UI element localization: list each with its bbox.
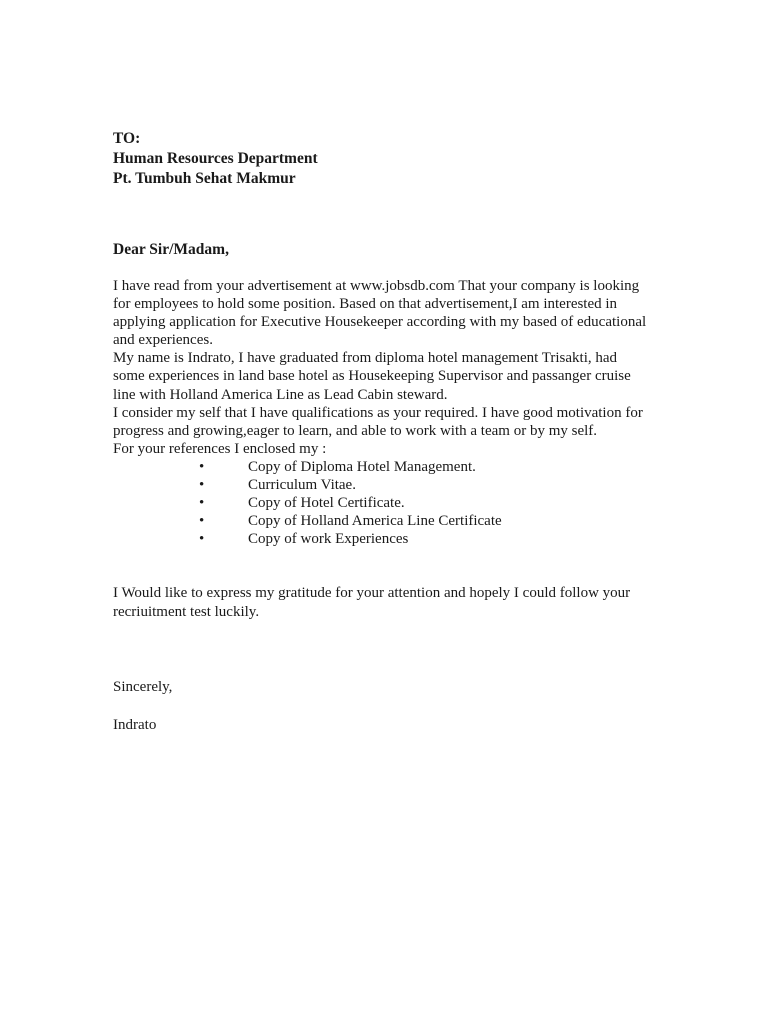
letter-body (113, 277, 673, 548)
sign-off: Sincerely, (113, 679, 173, 695)
body-line: line with Holland America Line as Lead Cabin steward. (113, 386, 448, 403)
closing-line: I Would like to express my gratitude for your attention and hopely I could follow your (113, 585, 631, 601)
bullet-icon: • (199, 495, 205, 512)
closing-line: recriuitment test luckily. (113, 604, 260, 620)
signature-name: Indrato (113, 717, 157, 733)
bullet-icon: • (199, 458, 205, 475)
body-line: I consider my self that I have qualifications as your required. I have good motivation for (113, 404, 643, 421)
closing-paragraph (113, 584, 630, 622)
bullet-icon: • (199, 531, 205, 548)
recipient-department: Human Resources Department (113, 150, 318, 167)
enclosure-list (113, 458, 673, 548)
salutation: Dear Sir/Madam, (113, 241, 229, 258)
enclosure-label: Curriculum Vitae. (248, 477, 356, 494)
body-line: My name is Indrato, I have graduated from diploma hotel management Trisakti, had (113, 350, 618, 367)
recipient-company: Pt. Tumbuh Sehat Makmur (113, 170, 296, 187)
body-line: I have read from your advertisement at www.jobsdb.com That your company is looking (113, 278, 640, 294)
enclosure-label: Copy of work Experiences (248, 531, 409, 548)
body-line: some experiences in land base hotel as Housekeeping Supervisor and passanger cruise (113, 368, 631, 385)
list-item (113, 476, 673, 494)
list-item (113, 494, 673, 512)
body-line: applying application for Executive Housekeeper according with my based of educational (113, 314, 647, 331)
bullet-icon: • (199, 513, 205, 530)
body-line: progress and growing,eager to learn, and able to work with a team or by my self. (113, 422, 598, 439)
list-item (113, 530, 673, 548)
enclosure-label: Copy of Diploma Hotel Management. (248, 458, 476, 475)
recipient-block (113, 129, 318, 189)
enclosure-label: Copy of Hotel Certificate. (248, 495, 405, 512)
body-line: and experiences. (113, 332, 213, 349)
list-item (113, 512, 673, 530)
to-label: TO: (113, 130, 141, 147)
list-item (113, 458, 673, 476)
body-line: for employees to hold some position. Based on that advertisement,I am interested in (113, 296, 618, 313)
bullet-icon: • (199, 477, 205, 494)
enclosure-label: Copy of Holland America Line Certificate (248, 513, 502, 530)
body-line: For your references I enclosed my : (113, 440, 327, 457)
